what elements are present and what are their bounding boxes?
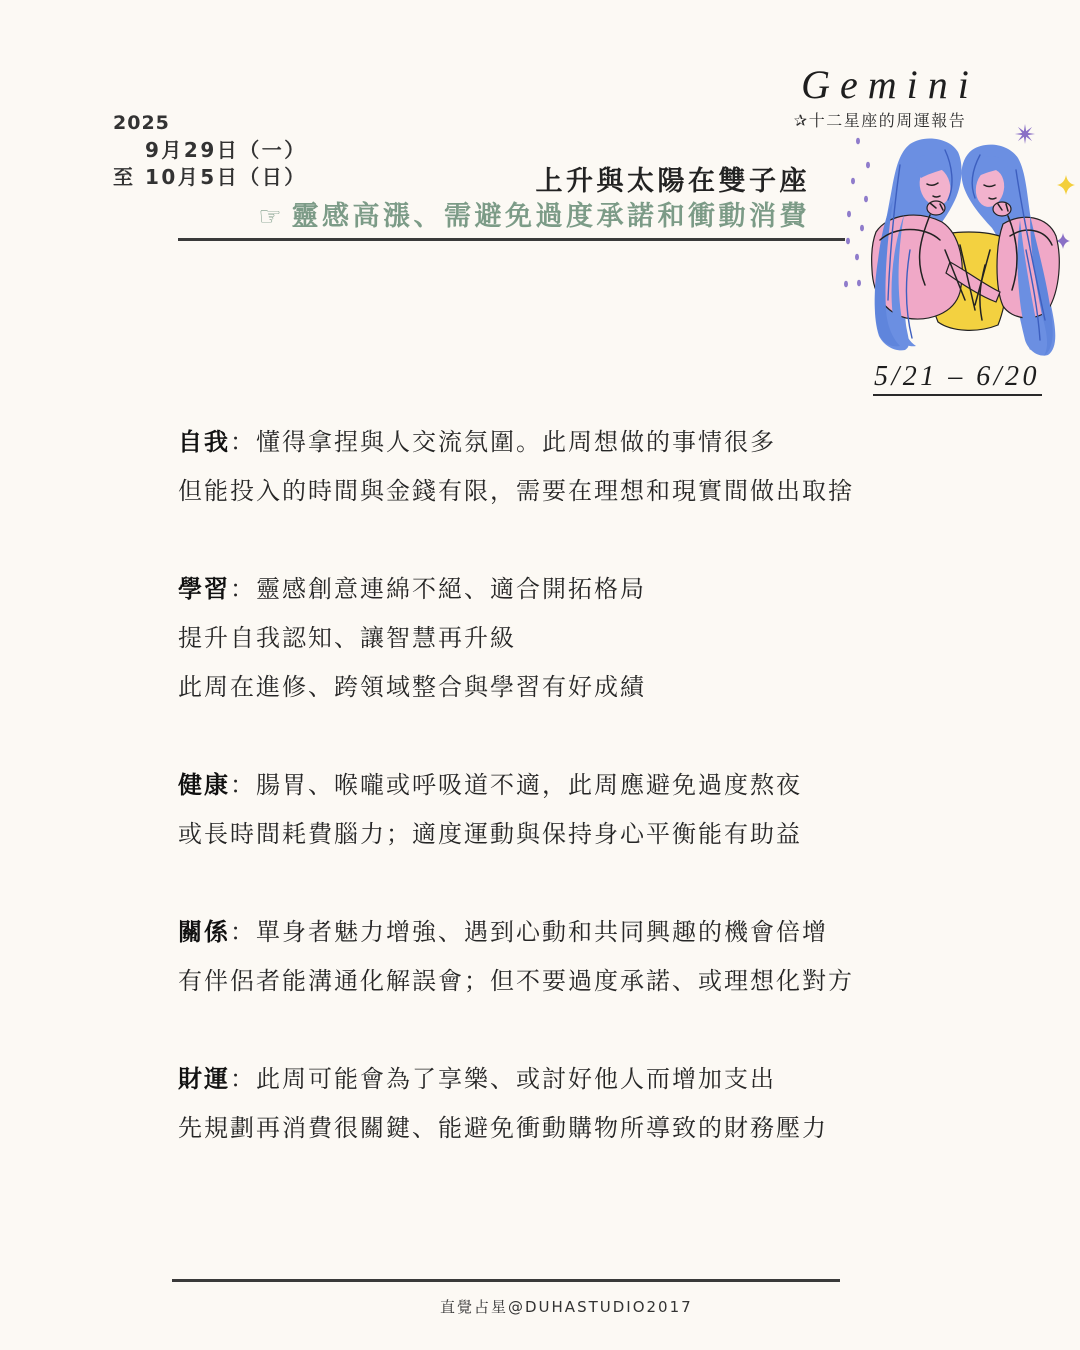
date-range-underline: [873, 394, 1042, 396]
section-text: 懂得拿捏與人交流氛圍。此周想做的事情很多: [256, 428, 776, 456]
section-finance: [178, 1055, 854, 1153]
yellow-sparkle-icon: [1057, 175, 1075, 195]
week-start-date: 9月29日（一）: [145, 138, 307, 162]
section-line: [178, 908, 854, 957]
footer-divider: [172, 1279, 840, 1282]
hand-pointer-icon: ☞: [258, 202, 282, 232]
subheadline-text: 靈感高漲、需避免過度承諾和衝動消費: [291, 201, 810, 232]
label-separator: ：: [230, 918, 256, 946]
section-line: 先規劃再消費很關鍵、能避免衝動購物所導致的財務壓力: [178, 1114, 828, 1142]
section-label: 關係: [178, 918, 230, 946]
week-end-date: 至 10月5日（日）: [113, 165, 307, 189]
section-health: [178, 761, 854, 859]
sign-date-range: 5/21 – 6/20: [873, 361, 1041, 392]
label-separator: ：: [230, 1065, 256, 1093]
section-text: 單身者魅力增強、遇到心動和共同興趣的機會倍增: [256, 918, 828, 946]
label-separator: ：: [230, 575, 256, 603]
header-divider: [178, 238, 845, 241]
label-separator: ：: [230, 428, 256, 456]
year: 2025: [113, 112, 170, 134]
purple-star-icon: [1015, 124, 1035, 144]
section-study: [178, 565, 854, 712]
section-self: [178, 418, 854, 516]
section-label: 財運: [178, 1065, 230, 1093]
section-text: 此周可能會為了享樂、或討好他人而增加支出: [256, 1065, 776, 1093]
section-line: [178, 1055, 854, 1104]
section-text: 靈感創意連綿不絕、適合開拓格局: [256, 575, 646, 603]
gemini-twins-illustration: [840, 120, 1078, 365]
purple-dots: [844, 138, 870, 288]
section-line: [178, 418, 854, 467]
section-line: 但能投入的時間與金錢有限，需要在理想和現實間做出取捨: [178, 477, 854, 505]
label-separator: ：: [230, 771, 256, 799]
series-title: ✰十二星座的周運報告: [793, 111, 967, 130]
sign-name: Gemini: [801, 62, 979, 107]
section-relationship: [178, 908, 854, 1006]
section-line: [178, 761, 854, 810]
headline: 上升與太陽在雙子座: [535, 166, 810, 197]
subheadline: [258, 200, 810, 234]
forecast-sections: [178, 418, 854, 1202]
section-line: 此周在進修、跨領域整合與學習有好成績: [178, 673, 646, 701]
section-label: 學習: [178, 575, 230, 603]
section-label: 自我: [178, 428, 230, 456]
section-line: 有伴侶者能溝通化解誤會；但不要過度承諾、或理想化對方: [178, 967, 854, 995]
section-line: [178, 565, 854, 614]
section-text: 腸胃、喉嚨或呼吸道不適，此周應避免過度熬夜: [256, 771, 802, 799]
twin-figures: [872, 138, 1060, 356]
footer-credit: 直覺占星@DUHASTUDIO2017: [440, 1298, 693, 1316]
section-line: 或長時間耗費腦力；適度運動與保持身心平衡能有助益: [178, 820, 802, 848]
section-label: 健康: [178, 771, 230, 799]
section-line: 提升自我認知、讓智慧再升級: [178, 624, 516, 652]
